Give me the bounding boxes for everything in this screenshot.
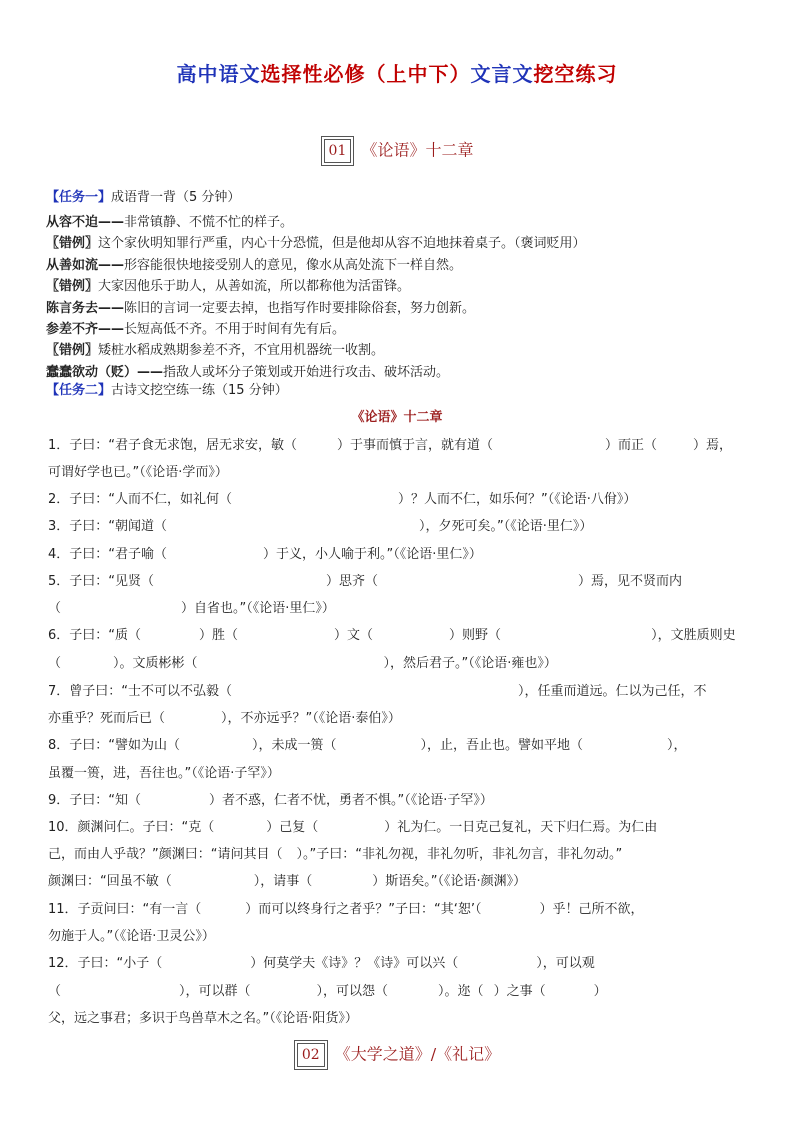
title-part-4: 挖空练习 [533,62,618,86]
exercise-line [48,870,748,889]
exercise-line [48,461,748,480]
exercise-line [48,898,748,917]
idiom-text: 非常镇静、不慌不忙的样子。 [124,215,294,230]
exercise-line [48,543,748,562]
idiom-term: 〖错例〗 [46,343,99,359]
task-2-label: 【任务二】 [46,383,112,398]
exercise-line [48,570,748,589]
line-text: ），可以观 [536,956,595,971]
idiom-term: 蠢蠢欲动（贬）—— [46,364,164,380]
idiom-item [46,276,756,297]
idiom-item [46,298,756,319]
idiom-term: 从容不迫—— [46,215,125,230]
line-text: ）于事而慎于言，就有道（ [337,438,494,453]
line-text: ）。迩（ [438,984,484,999]
section-1-number: 01 [324,139,352,163]
idiom-text: 这个家伙明知罪行严重，内心十分恐慌，但是他却从容不迫地抹着桌子。（褒词贬用） [98,236,586,252]
line-text: ），夕死可矣。”（《论语·里仁》） [419,519,593,534]
idiom-item [46,212,756,233]
idiom-term: 〖错例〗 [46,236,99,252]
task-2-heading [46,379,288,398]
idiom-list [46,212,756,383]
idiom-item [46,319,756,340]
line-text: 5．子曰：“见贤（ [48,574,155,589]
line-text: ）于义，小人喻于利。”（《论语·里仁》） [263,547,482,562]
line-text: ），止，吾止也。譬如平地（ [420,738,584,753]
exercise-line [48,734,748,753]
line-text: ），未成一篑（ [252,738,337,753]
exercise-line [48,952,748,971]
line-text: ），请事（ [253,874,313,889]
exercise-line [48,488,748,507]
idiom-item [46,233,756,254]
section-1-title: 《论语》十二章 [361,140,474,160]
line-text: ），任重而道远。仁以为己任，不 [518,684,707,699]
line-text: 11．子贡问曰：“有一言（ [48,902,202,917]
line-text: ）者不惑，仁者不忧，勇者不惧。”（《论语·子罕》） [209,793,493,808]
line-text: ）乎！己所不欲， [539,902,644,917]
line-text: ），然后君子。”（《论语·雍也》） [383,656,557,671]
section-1-number-box [321,136,355,166]
line-text: ）己复（ [266,820,319,835]
line-text: ）焉， [693,438,733,453]
idiom-text: 长短高低不齐。不用于时间有先有后。 [124,322,346,338]
exercise-line [48,434,748,453]
task-1-text: 成语背一背（5 分钟） [111,190,241,205]
line-text: ）而可以终身行之者乎？”子曰：“其‘恕’（ [245,902,482,917]
exercise-line [48,762,748,781]
idiom-term: 〖错例〗 [46,279,99,295]
line-text: ）。文质彬彬（ [113,656,198,671]
line-text: 9．子曰：“知（ [48,793,142,808]
line-text: 6．子曰：“质（ [48,628,142,643]
exercise-line [48,1007,748,1026]
exercise-line [48,680,748,699]
line-text: ）胜（ [199,628,239,643]
line-text: 亦重乎？死而后已（ [48,711,166,726]
line-text: 12．子曰：“小子（ [48,956,163,971]
title-part-1: 高中语文 [176,62,261,86]
idiom-item [46,340,756,361]
line-text: 可谓好学也已。”（《论语·学而》） [48,465,228,480]
title-part-3: 文言文 [470,62,534,86]
exercise-line [48,624,748,643]
line-text: 3．子曰：“朝闻道（ [48,519,168,534]
idiom-item [46,255,756,276]
exercise-line [48,843,748,862]
exercise-line [48,816,748,835]
line-text: ）斯语矣。”（《论语·颜渊》） [372,874,527,889]
line-text: 颜渊曰：“回虽不敏（ [48,874,172,889]
page-title [0,58,794,87]
idiom-text: 矮桩水稻成熟期参差不齐，不宜用机器统一收割。 [98,343,385,359]
line-text: ）思齐（ [326,574,379,589]
exercise-line [48,652,748,671]
line-text: ）则野（ [449,628,502,643]
task-2-text: 古诗文挖空练一练（15 分钟） [111,383,288,398]
idiom-text: 形容能很快地接受别人的意见，像水从高处流下一样自然。 [124,257,463,273]
line-text: （ [48,601,62,616]
line-text: 7．曾子曰：“士不可以不弘毅（ [48,684,233,699]
title-part-2: 选择性必修（上中下） [260,62,471,86]
line-text: （ [48,656,62,671]
line-text: ），文胜质则史 [651,628,736,643]
line-text: 8．子曰：“譬如为山（ [48,738,181,753]
section-2-header [0,1040,794,1070]
line-text: ）何莫学夫《诗》？《诗》可以兴（ [250,956,459,971]
line-text: 勿施于人。”（《论语·卫灵公》） [48,929,215,944]
line-text: ） [593,984,607,999]
line-text: ）礼为仁。一日克己复礼，天下归仁焉。为仁由 [384,820,658,835]
idiom-text: 指敌人或坏分子策划或开始进行攻击、破坏活动。 [163,364,450,380]
section-2-number: 02 [297,1043,325,1067]
line-text: ）？人而不仁，如乐何？”（《论语·八佾》） [398,492,637,507]
section-1-header [0,136,794,166]
line-text: ）， [667,738,687,753]
line-text: 2．子曰：“人而不仁，如礼何（ [48,492,233,507]
task-1-heading [46,186,240,205]
idiom-text: 大家因他乐于助人，从善如流，所以都称他为活雷锋。 [98,279,411,295]
exercise-line [48,707,748,726]
line-text: 己，而由人乎哉？”颜渊曰：“请问其目（ [48,847,283,862]
exercise-line [48,980,748,999]
exercise-line [48,597,748,616]
exercise-line [48,789,748,808]
idiom-term: 陈言务去—— [46,300,125,316]
line-text: ），可以怨（ [316,984,389,999]
line-text: （ [48,984,62,999]
section-2-title: 《大学之道》/《礼记》 [334,1044,501,1064]
idiom-term: 参差不齐—— [46,322,125,338]
exercise-line [48,515,748,534]
line-text: 10．颜渊问仁。子曰：“克（ [48,820,215,835]
line-text: ）自省也。”（《论语·里仁》） [181,601,335,616]
section-2-number-box [294,1040,328,1070]
exercise-line [48,925,748,944]
line-text: 虽覆一篑，进，吾往也。”（《论语·子罕》） [48,766,280,781]
idiom-text: 陈旧的言词一定要去掉，也指写作时要排除俗套，努力创新。 [124,300,476,316]
task-1-label: 【任务一】 [46,190,112,205]
line-text: 4．子曰：“君子喻（ [48,547,168,562]
line-text: ）。”子曰：“非礼勿视，非礼勿听，非礼勿言，非礼勿动。” [296,847,623,862]
line-text: ），不亦远乎？”（《论语·泰伯》） [221,711,401,726]
line-text: ）之事（ [493,984,546,999]
line-text: 父，远之事君；多识于鸟兽草木之名。”（《论语·阳货》） [48,1011,358,1026]
exercise-subtitle: 《论语》十二章 [351,410,443,425]
line-text: 1．子曰：“君子食无求饱，居无求安，敏（ [48,438,298,453]
line-text: ）文（ [334,628,374,643]
line-text: ），可以群（ [179,984,251,999]
idiom-term: 从善如流—— [46,257,125,273]
line-text: ）焉，见不贤而内 [578,574,683,589]
line-text: ）而正（ [605,438,658,453]
